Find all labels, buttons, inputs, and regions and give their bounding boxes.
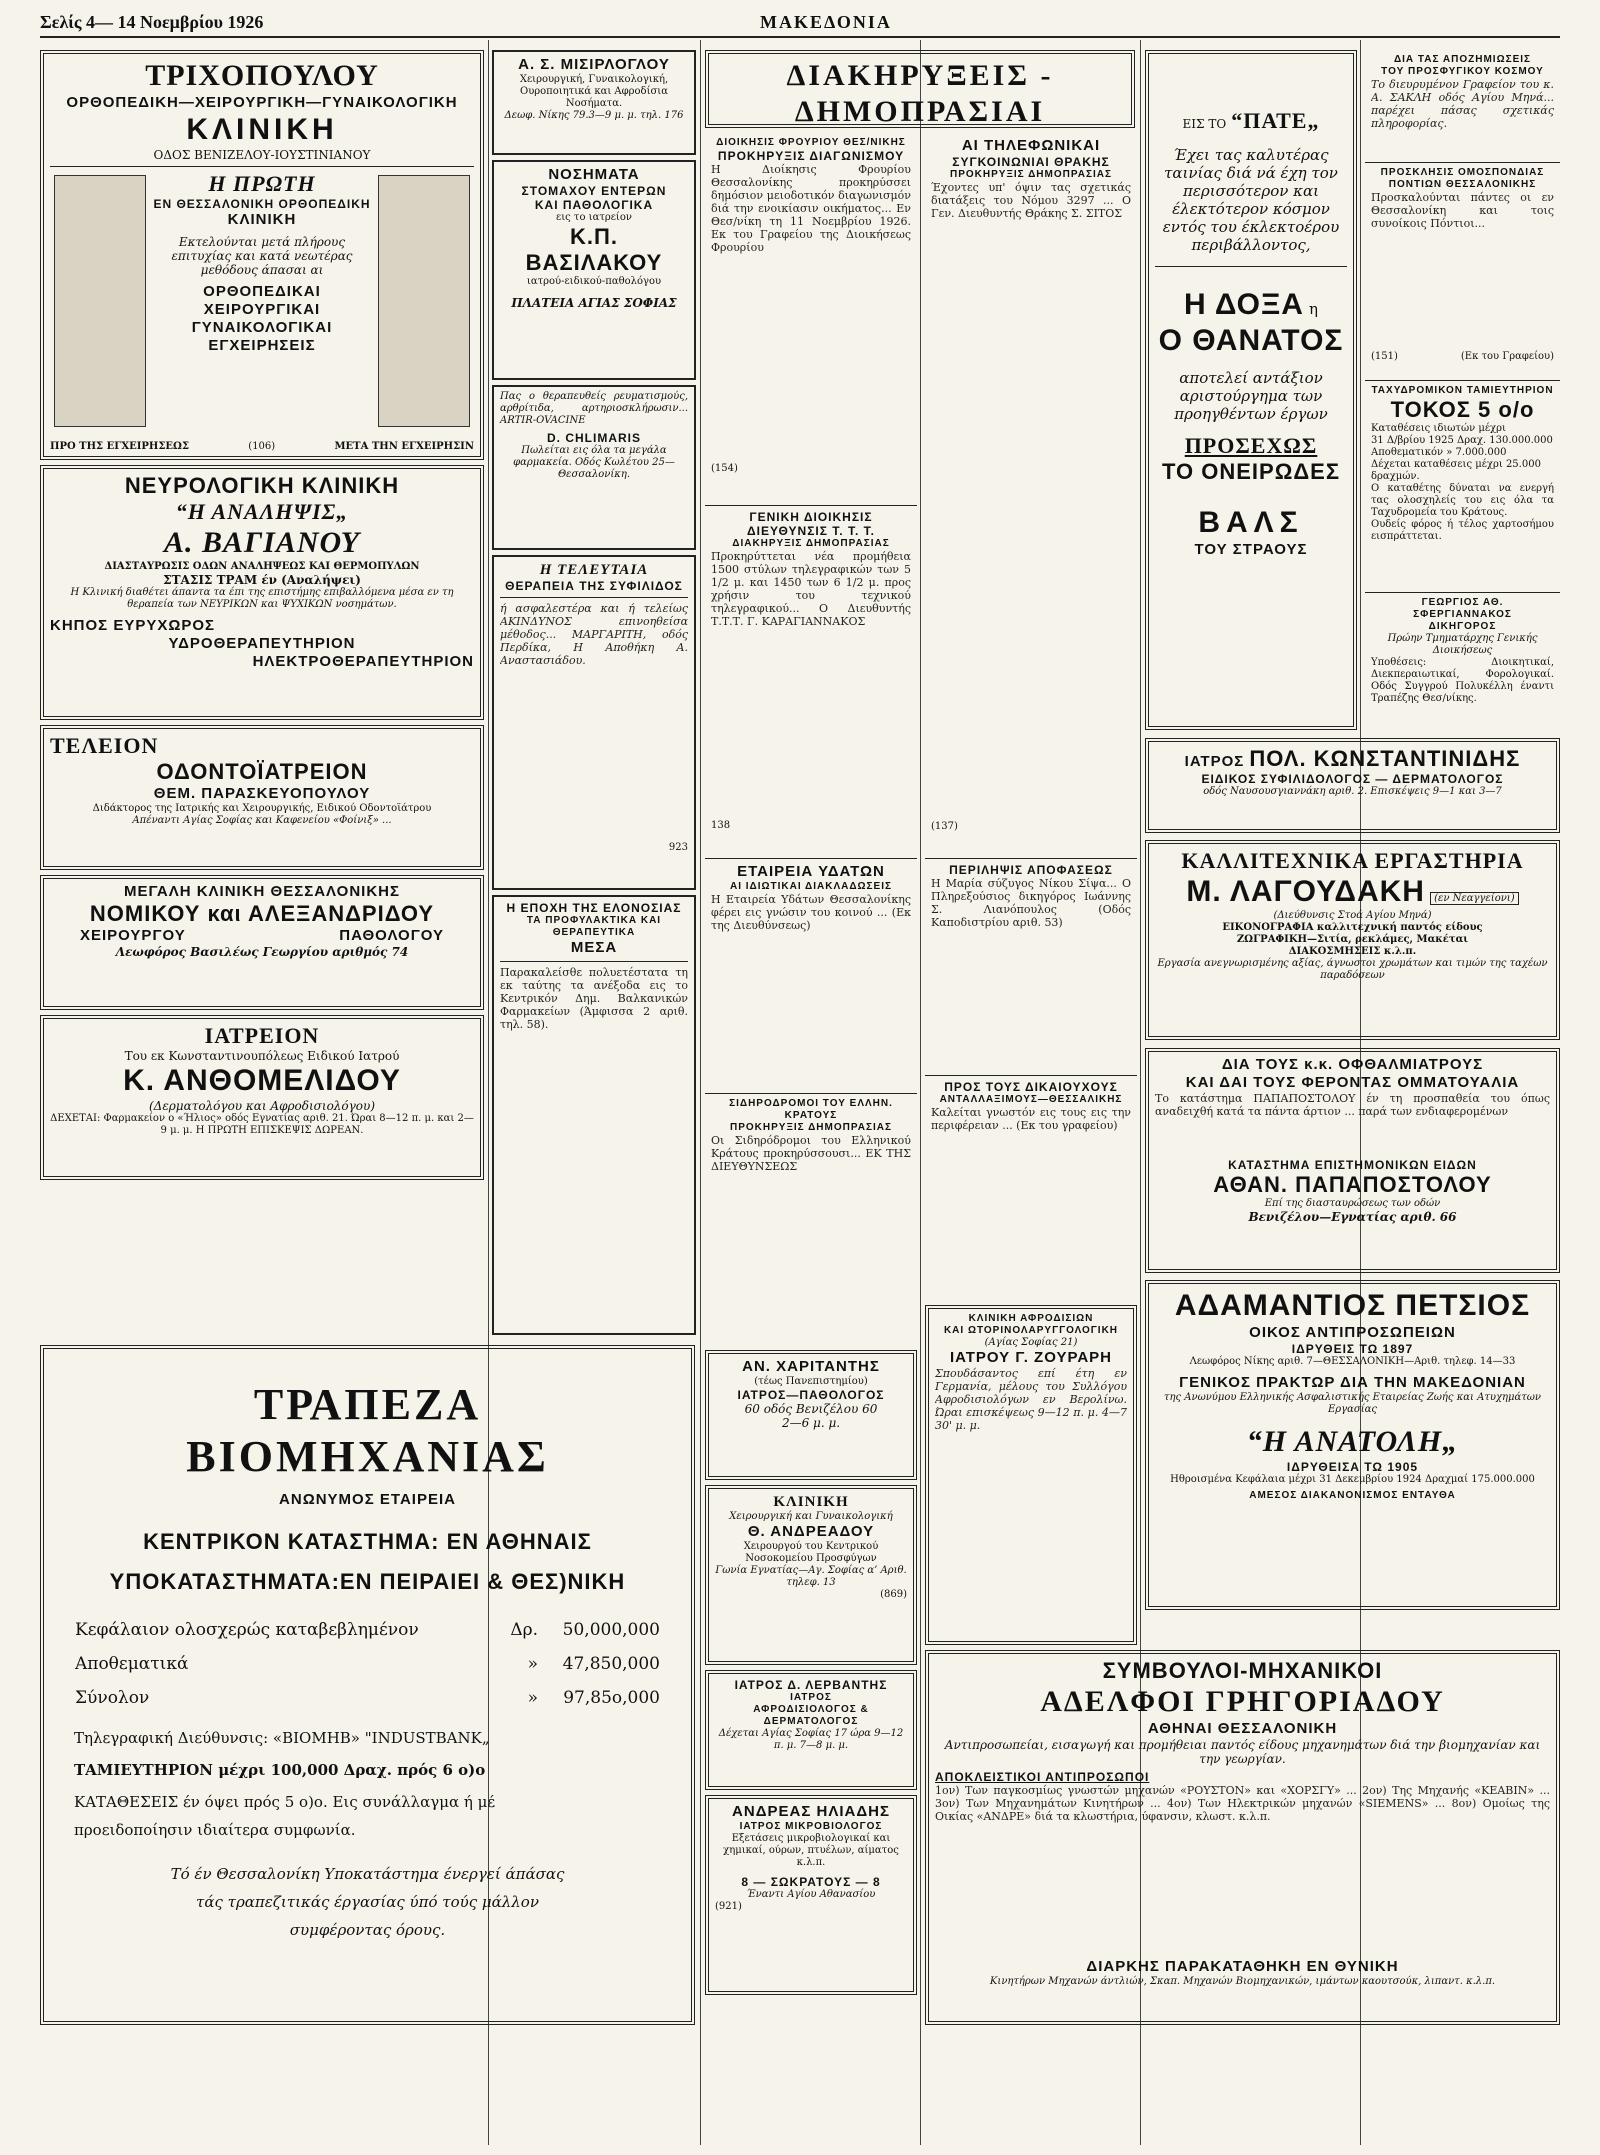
decision-summary-notice — [925, 858, 1137, 1073]
andreadou-clinic-ad — [705, 1485, 917, 1665]
notice-title: ΔΙΟΙΚΗΣΙΣ ΦΡΟΥΡΙΟΥ ΘΕΣ/ΝΙΚΗΣ — [716, 137, 906, 148]
doctor-name: Κ.Π. ΒΑΣΙΛΑΚΟΥ — [525, 224, 663, 275]
general-agent: ΓΕΝΙΚΟΣ ΠΡΑΚΤΩΡ ΔΙΑ ΤΗΝ ΜΑΚΕΔΟΝΙΑΝ — [1179, 1374, 1526, 1391]
specialty-right: ΠΑΘΟΛΟΓΟΥ — [339, 927, 444, 944]
agent-name: ΑΔΑΜΑΝΤΙΟΣ ΠΕΤΣΙΟΣ — [1174, 1289, 1531, 1322]
notice-body: Προκηρύττεται νέα προμήθεια 1500 στύλων τηλεγραφικών των 5 1/2 μ. και 1450 των 6 1/2 μ. προς χρήσιν του τεχνικού τηλεγραφικού... Ο Διευθυντής Τ.Τ.Τ. Γ. ΚΑΡΑΓΙΑΝΝΑΚΟΣ — [711, 550, 911, 628]
ad-body: Παρακαλείσθε πολυετέστατα τη εκ ταύτης τα ανέξοδα εις το Κεντρικόν Δημ. Βαλκανικών Φαρμακείων (Άμφισσα 2 αριθ. τηλ. 58). — [500, 966, 688, 1031]
specialty-left: ΧΕΙΡΟΥΡΓΟΥ — [80, 927, 186, 944]
ad-address: Απέναντι Αγίας Σοφίας και Καφενείου «Φοίνιξ» ... — [132, 815, 392, 826]
telegraph-tender-notice — [705, 505, 917, 855]
service-item: ΖΩΓΡΑΦΙΚΗ—Σιτία, ρεκλάμες, Μακέται — [1236, 934, 1469, 945]
ad-top: ΜΕΓΑΛΗ ΚΛΙΝΙΚΗ ΘΕΣΣΑΛΟΝΙΚΗΣ — [123, 883, 400, 900]
column-rule — [700, 40, 701, 2145]
notice-subtitle: ΑΙ ΙΔΙΩΤΙΚΑΙ ΔΙΑΚΛΑΔΩΣΕΙΣ — [729, 881, 892, 892]
ad-body: Υποθέσεις: Διοικητικαί, Διεκπεραιωτικαί, Φορολογικαί. Οδός Συγγρού Πολυκέλλη έναντι Τραπέζης Θεσ/νίκης. — [1371, 657, 1554, 704]
notice-body: Οι Σιδηρόδρομοι του Ελληνικού Κράτους προκηρύσσουσι... EK ΤΗΣ ΔΙΕΥΘΥΝΣΕΩΣ — [711, 1134, 911, 1173]
ad-address: ΟΔΟΣ ΒΕΝΙΖΕΛΟΥ-ΙΟΥΣΤΙΝΙΑΝΟΥ — [153, 148, 371, 162]
ad-line: Καταθέσεις ιδιωτών μέχρι — [1371, 423, 1506, 434]
ad-body: Σπουδάσαντος επί έτη εν Γερμανία, μέλους του Συλλόγου Αφροδισιολόγων εν Βερολίνω. Ώραι επισκέψεως 9—12 π. μ. 4—7 30' μ. μ. — [935, 1367, 1127, 1432]
exchangeables-notice — [925, 1075, 1137, 1295]
film-title-1: Η ΔΟΞΑ — [1183, 288, 1304, 321]
film-title-2: Ο ΘΑΝΑΤΟΣ — [1158, 324, 1344, 357]
papapostolou-optician-ad — [1145, 1048, 1560, 1273]
first-label: Η ΠΡΩΤΗ — [208, 171, 316, 196]
ad-subtitle: ΤΑ ΠΡΟΦΥΛΑΚΤΙΚΑ ΚΑΙ ΘΕΡΑΠΕΥΤΙΚΑ — [526, 915, 662, 938]
service-item: ΕΙΚΟΝΟΓΡΑΦΙΑ καλλιτεχνική παντός είδους — [1222, 922, 1483, 933]
ad-body: Χειρουργού του Κεντρικού Νοσοκομείου Προσφύγων — [743, 1541, 879, 1564]
capital-cur: » — [527, 1654, 538, 1674]
notice-title: ΠΕΡΙΛΗΨΙΣ ΑΠΟΦΑΣΕΩΣ — [949, 863, 1113, 877]
cinema-name: “ΠΑΤΕ„ — [1231, 108, 1320, 133]
ad-title: ΝΕΥΡΟΛΟΓΙΚΗ ΚΛΙΝΙΚΗ — [124, 473, 400, 498]
notice-subtitle: ΠΡΟΚΗΡΥΞΙΣ ΔΗΜΟΠΡΑΣΙΑΣ — [950, 169, 1112, 180]
header-masthead: ΜΑΚΕΔΟΝΙΑ — [760, 12, 892, 32]
doctor-specialty: ΙΑΤΡΟΣ—ΠΑΘΟΛΟΓΟΣ — [737, 1388, 885, 1402]
notice-subtitle: ΔΙΕΥΘΥΝΣΙΣ Τ. Τ. Τ. — [747, 524, 875, 538]
savings-rate: ΤΑΜΙΕΥΤΗΡΙΟΝ μέχρι 100,000 Δραχ. πρός 6 ο)ο — [74, 1761, 486, 1779]
capital-val: 97,85ο,000 — [563, 1688, 660, 1708]
after-caption: ΜΕΤΑ ΤΗΝ ΕΓΧΕΙΡΗΣΙΝ — [334, 441, 474, 452]
capital-val: 47,850,000 — [562, 1654, 660, 1674]
lawyer-name: ΓΕΩΡΓΙΟΣ ΑΘ. ΣΦΕΡΓΙΑΝΝΑΚΟΣ — [1413, 597, 1512, 620]
list-item: ΕΓΧΕΙΡΗΣΕΙΣ — [208, 337, 316, 354]
doctor-name: ΑΝ. ΧΑΡΙΤΑΝΤΗΣ — [742, 1358, 880, 1375]
notice-number: (154) — [711, 463, 738, 474]
ad-address: Λεωφόρος Νίκης αριθ. 7—ΘΕΣΣΑΛΟΝΙΚΗ—Αριθ. τηλεφ. 14—33 — [1189, 1356, 1516, 1367]
grigoriadou-engineers-ad — [925, 1650, 1560, 2025]
lawyer-ad — [1365, 592, 1560, 732]
insurer-established: ΙΔΡΥΘΕΙΣΑ ΤΩ 1905 — [1286, 1460, 1419, 1474]
ad-subtitle: ΚΑΙ ΠΑΘΟΛΟΓΙΚΑ — [534, 198, 654, 212]
capital-cur: Δρ. — [510, 1620, 538, 1640]
doctor-name: Α. Σ. ΜΙΣΙΡΛΟΓΛΟΥ — [518, 56, 670, 73]
ad-body: ή ασφαλεστέρα και ή τελείως ΑΚΙΝΔΥΝΟΣ επινοηθείσα μέθοδος... ΜΑΡΓΑΡΙΤΗ, οδός Περδίκα, Η Αποθήκη Α. Αναστασιάδου. — [500, 602, 688, 667]
notice-number: (137) — [931, 821, 958, 832]
notice-subtitle: ΠΟΝΤΙΩΝ ΘΕΣΣΑΛΟΝΙΚΗΣ — [1388, 179, 1537, 190]
ad-line: Δέχεται καταθέσεις μέχρι 25.000 δραχμών. — [1371, 459, 1541, 482]
insurer-capital: Ηθροισμένα Κεφάλαια μέχρι 31 Δεκεμβρίου 1924 Δραχμαί 175.000.000 — [1170, 1474, 1535, 1485]
hours: ΔΕΧΕΤΑΙ: Φαρμακείον ο «Ήλιος» οδός Εγνατίας αριθ. 21. Ώραι 8—12 π. μ. και 2—9 μ. μ. Η ΠΡΩΤΗ ΕΠΙΣΚΕΨΙΣ ΔΩΡΕΑΝ. — [50, 1113, 474, 1136]
refugee-compensation-notice — [1365, 50, 1560, 160]
petsios-agency-ad — [1145, 1280, 1560, 1610]
ad-address: Έναντι Αγίου Αθανασίου — [746, 1889, 876, 1900]
anthomelidou-clinic-ad — [40, 1015, 484, 1180]
dentist-name: ΘΕΜ. ΠΑΡΑΣΚΕΥΟΠΟΥΛΟΥ — [153, 785, 371, 802]
thrace-telephone-tender — [925, 133, 1137, 853]
ad-line: Αποθεματικόν » 7.000.000 — [1371, 447, 1507, 458]
fortress-tender-notice — [705, 133, 917, 503]
ad-body: 1ον) Των παγκοσμίως γνωστών μηχανών «ΡΟΥΣΤΟΝ» και «ΧΟΡΣΓΥ» ... 2ον) Της Μηχανής «ΚΕΑΒΙΝ» ... 3ον) Των Μηχανημάτων Κινητήρων ... 4ον) Των Ηλεκτρικών μηχανών «SIEMENS» ... 8ον) Ομοίως της Οικίας «ΑΝΔΡΕ» διά τα κλωστήρια, ύφανσιν, κλωστ. κ.λ.π. — [935, 1784, 1550, 1823]
notice-subtitle: ΔΙΑΚΗΡΥΞΙΣ ΔΗΜΟΠΡΑΣΙΑΣ — [732, 538, 890, 549]
ad-title: ΣΥΜΒΟΥΛΟΙ-ΜΗΧΑΝΙΚΟΙ — [1102, 1658, 1383, 1683]
ad-subtitle: ΚΑΙ ΔΑΙ ΤΟΥΣ ΦΕΡΟΝΤΑΣ ΟΜΜΑΤΟΥΑΛΙΑ — [1185, 1074, 1520, 1091]
doctor-specialty: ΑΦΡΟΔΙΣΙΟΛΟΓΟΣ & ΔΕΡΜΑΤΟΛΟΓΟΣ — [753, 1704, 869, 1727]
cinema-lead: ΕΙΣ ΤΟ — [1182, 117, 1227, 131]
notice-source: (Εκ του Γραφείου) — [1460, 351, 1554, 362]
ad-intro: Αντιπροσωπείαι, εισαγωγή και προμήθειαι παντός είδους μηχανημάτων διά την βιομηχανίαν και την γεωργίαν. — [944, 1738, 1541, 1766]
ad-title: ΝΟΣΗΜΑΤΑ — [548, 166, 640, 183]
interest-rate: ΤΟΚΟΣ 5 ο/ο — [1390, 397, 1535, 422]
ad-top: ΚΛΙΝΙΚΗ ΑΦΡΟΔΙΣΙΩΝ — [968, 1313, 1094, 1324]
telegraph-address: Τηλεγραφική Διεύθυνσις: «ΒΙΟΜΗΒ» "INDUSTBANK„ — [74, 1729, 490, 1747]
ad-line: 31 Δ/βρίου 1925 Δραχ. 130.000.000 — [1371, 435, 1553, 446]
lervantis-ad — [705, 1670, 917, 1790]
feature-item: ΥΔΡΟΘΕΡΑΠΕΥΤΗΡΙΟΝ — [168, 635, 356, 652]
notice-number: 138 — [711, 820, 731, 831]
water-company-notice — [705, 858, 917, 1090]
doctor-name: ΑΝΔΡΕΑΣ ΗΛΙΑΔΗΣ — [732, 1803, 890, 1820]
doctor-specialty: ΕΙΔΙΚΟΣ ΣΥΦΙΛΙΔΟΛΟΓΟΣ — ΔΕΡΜΑΤΟΛΟΓΟΣ — [1201, 772, 1504, 786]
doctor-specialty: ΙΑΤΡΟΣ ΜΙΚΡΟΒΙΟΛΟΓΟΣ — [739, 1821, 883, 1832]
neurology-clinic-ad — [40, 465, 484, 720]
branch-note: συμφέροντας όρους. — [289, 1921, 446, 1939]
ad-body: Πας ο θεραπευθείς ρευματισμούς, αρθρίτιδα, αρτηριοσκλήρωσιν... ARTIR-OVACINE — [500, 391, 688, 426]
ad-body: Εξετάσεις μικροβιολογικαί και χημικαί, ούρων, πτυέλων, αίματος κ.λ.π. — [723, 1833, 899, 1868]
ad-subtitle: ΜΕΣΑ — [570, 939, 618, 956]
bank-branches: ΥΠΟΚΑΤΑΣΤΗΜΑΤΑ:ΕΝ ΠΕΙΡΑΙΕΙ & ΘΕΣ)ΝΙΚΗ — [109, 1569, 626, 1594]
doctor-name: Α. ΒΑΓΙΑΝΟΥ — [164, 526, 360, 559]
capital-row — [74, 1647, 661, 1681]
ad-text: εις το ιατρείον — [556, 212, 632, 223]
ad-address: 8 — ΣΩΚΡΑΤΟΥΣ — 8 — [741, 1875, 881, 1889]
notice-body: Το διευρυμένον Γραφείον του κ. Α. ΣΑΚΛΗ οδός Αγίου Μηνά... παρέχει πάσας σχετικάς πληροφορίας. — [1371, 78, 1554, 130]
notice-body: Η Διοίκησις Φρουρίου Θεσσαλονίκης προκηρύσσει δημόσιον μειοδοτικόν διαγωνισμόν διά την ενοικίασιν οικήματος... Εν Θεσ/νίκη τη 11 Νοεμβρίου 1926. Εκ του Γραφείου της Διοικήσεως Φρουρίου — [711, 163, 911, 254]
deposit-terms: ΚΑΤΑΘΕΣΕΙΣ έν όψει πρός 5 ο)ο. Εις συνάλλαγμα ή μέ — [74, 1793, 496, 1811]
branch-note: Τό έν Θεσσαλονίκη Υποκατάστημα ένεργεί άπάσας — [170, 1865, 565, 1883]
railway-auction-notice — [705, 1093, 917, 1340]
ad-subtitle: (Διεύθυνσις Στοά Αγίου Μηνά) — [1273, 910, 1432, 921]
bank-hq: ΚΕΝΤΡΙΚΟΝ ΚΑΤΑΣΤΗΜΑ: ΕΝ ΑΘΗΝΑΙΣ — [143, 1529, 592, 1554]
owner-name: Μ. ΛΑΓΟΥΔΑΚΗ — [1186, 875, 1425, 908]
doctor-label: ΙΑΤΡΟΣ — [1184, 753, 1245, 770]
header-date: Σελίς 4— 14 Νοεμβρίου 1926 — [40, 12, 264, 32]
announcements-banner — [705, 50, 1135, 128]
ad-address: Επί της διασταυρώσεως των οδών — [1264, 1198, 1441, 1209]
bank-type: ΑΝΩΝΥΜΟΣ ΕΤΑΙΡΕΙΑ — [279, 1491, 456, 1508]
artir-ovacine-ad — [492, 385, 696, 550]
ad-subtitle: (Αγίας Σοφίας 21) — [984, 1337, 1078, 1348]
ad-address: Δεωφ. Νίκης 79.3—9 μ. μ. τηλ. 176 — [504, 110, 684, 121]
ad-title: Η ΕΠΟΧΗ ΤΗΣ ΕΛΟΝΟΣΙΑΣ — [506, 901, 682, 915]
doctor-name: Κ. ΑΝΘΟΜΕΛΙΔΟΥ — [123, 1064, 401, 1097]
notice-body: Η Μαρία σύζυγος Νίκου Σίψα... Ο Πληρεξούσιος δικηγόρος Ιωάννης Σ. Λιανόπουλος (Οδός Καποδιστρίου αριθ. 53) — [931, 877, 1131, 929]
firm-name: ΑΔΕΛΦΟΙ ΓΡΗΓΟΡΙΑΔΟΥ — [1040, 1685, 1445, 1718]
doctor-specialty: ιατρού-ειδικού-παθολόγου — [526, 276, 662, 287]
iliadis-ad — [705, 1795, 917, 1995]
notice-body: Προσκαλούνται πάντες οι εν Θεσσαλονίκη και τοις συνοίκοις Πόντιοι... — [1371, 191, 1554, 230]
vasilakou-ad — [492, 160, 696, 380]
notice-title: ΓΕΝΙΚΗ ΔΙΟΙΚΗΣΙΣ — [749, 510, 873, 524]
ad-number: (869) — [880, 1589, 907, 1600]
ad-top: ΤΕΛΕΙΟΝ — [50, 733, 159, 758]
ad-body: Έχει τας καλυτέρας ταινίας διά νά έχη τον περισσότερον και έλεκτότερον κόσμον εντός του έκλεκτοέρου περιβάλλοντος, — [1162, 146, 1340, 254]
doctor-name: ΠΟΛ. ΚΩΝΣΤΑΝΤΙΝΙΔΗΣ — [1249, 746, 1521, 771]
ad-subtitle: (τέως Πανεπιστημίου) — [754, 1376, 868, 1387]
ad-number: (106) — [248, 441, 276, 452]
ad-top: ΚΛΙΝΙΚΗ — [773, 1494, 849, 1510]
ad-clinic-name: ΚΛΙΝΙΚΗ — [186, 113, 338, 146]
syphilis-treatment-ad — [492, 555, 696, 890]
ad-footer-2: Κινητήρων Μηχανών άντλιών, Σκαπ. Μηχανών Βιομηχανικών, ιμάντων καουτσούκ, λιπαντ. κ.λ.π. — [989, 1976, 1496, 1987]
ad-address: 60 οδός Βενιζέλου 60 — [744, 1402, 878, 1416]
ad-subtitle: Χειρουργική και Γυναικολογική — [729, 1511, 893, 1522]
before-surgery-photo — [54, 175, 146, 427]
shop-label: ΚΑΤΑΣΤΗΜΑ ΕΠΙΣΤΗΜΟΝΙΚΩΝ ΕΙΔΩΝ — [1228, 1158, 1477, 1172]
doctor-name: ΙΑΤΡΟΣ Δ. ΛΕΡΒΑΝΤΗΣ — [734, 1678, 888, 1692]
zourari-clinic-ad — [925, 1305, 1137, 1645]
capital-label: Αποθεματικά — [75, 1654, 189, 1674]
ad-subtitle: ΔΙΑΣΤΑΥΡΩΣΙΣ ΟΔΩΝ ΑΝΑΛΗΨΕΩΣ ΚΑΙ ΘΕΡΜΟΠΥΛΩΝ — [104, 561, 420, 572]
shop-owner: ΑΘΑΝ. ΠΑΠΑΠΟΣΤΟΛΟΥ — [1213, 1172, 1492, 1197]
capital-row — [74, 1681, 661, 1715]
film-desc: αποτελεί αντάξιον αριστούργημα των προηγθέντων έργων — [1174, 369, 1328, 423]
doctor-name: Θ. ΑΝΔΡΕΑΔΟΥ — [747, 1523, 875, 1540]
notice-subtitle: ΣΥΓΚΟΙΝΩΝΙΑΙ ΘΡΑΚΗΣ — [952, 155, 1110, 169]
ad-subtitle: Πρώην Τμηματάρχης Γενικής Διοικήσεως — [1387, 633, 1538, 656]
notice-title: ΠΡΟΣΚΛΗΣΙΣ ΟΜΟΣΠΟΝΔΙΑΣ — [1380, 167, 1545, 178]
upcoming-film: ΤΟ ΟΝΕΙΡΩΔΕΣ — [1161, 459, 1341, 484]
list-item: ΟΡΘΟΠΕΔΙΚΑΙ — [203, 283, 321, 300]
ad-subtitle: ΟΡΘΟΠΕΔΙΚΗ—ΧΕΙΡΟΥΡΓΙΚΗ—ΓΥΝΑΙΚΟΛΟΓΙΚΗ — [66, 94, 458, 111]
ad-address: οδός Ναυσουσγιαννάκη αριθ. 2. Επισκέψεις 9—1 και 3—7 — [1203, 786, 1502, 797]
hours: 2—6 μ. μ. — [781, 1416, 841, 1430]
first-label-2: ΕΝ ΘΕΣΣΑΛΟΝΙΚΗ ΟΡΘΟΠΕΔΙΚΗ — [153, 197, 371, 211]
exclusive-reps-label: ΑΠΟΚΛΕΙΣΤΙΚΟΙ ΑΝΤΙΠΡΟΣΩΠΟΙ — [935, 1770, 1150, 1784]
lawyer-profession: ΔΙΚΗΓΟΡΟΣ — [1428, 621, 1497, 632]
doctor-specialty: (Δερματολόγου και Αφροδισιολόγου) — [148, 1099, 376, 1113]
bank-name: ΤΡΑΠΕΖΑ ΒΙΟΜΗΧΑΝΙΑΣ — [186, 1380, 549, 1481]
notice-title: ΕΤΑΙΡΕΙΑ ΥΔΑΤΩΝ — [737, 863, 885, 880]
ad-subtitle: ΘΕΡΑΠΕΙΑ ΤΗΣ ΣΥΦΙΛΙΔΟΣ — [505, 579, 683, 593]
service-note: Εργασία ανεγνωρισμένης αξίας, άγνωστοι χρωμάτων και τιμών της ταχέων παραδόσεων — [1157, 958, 1548, 981]
clinic-quote-name: “Η ΑΝΑΛΗΨΙΣ„ — [175, 499, 349, 524]
ad-title: Η ΤΕΛΕΥΤΑΙΑ — [539, 562, 649, 578]
before-caption: ΠΡΟ ΤΗΣ ΕΓΧΕΙΡΗΣΕΩΣ — [50, 441, 190, 452]
notice-subtitle: ΑΝΤΑΛΛΑΞΙΜΟΥΣ—ΘΕΣΣΑΛΙΚΗΣ — [939, 1094, 1123, 1105]
list-item: ΓΥΝΑΙΚΟΛΟΓΙΚΑΙ — [191, 319, 333, 336]
branch-note: τάς τραπεζιτικάς έργασίας ύπό τούς μάλλον — [196, 1893, 539, 1911]
ad-footer: ΔΙΑΡΚΗΣ ΠΑΡΑΚΑΤΑΘΗΚΗ ΕΝ ΘΥΝΙΚΗ — [1086, 1958, 1399, 1975]
capital-label: Κεφάλαιον ολοσχερώς καταβεβλημένον — [75, 1620, 419, 1640]
deposit-terms-2: προειδοποίησιν ιδιαίτερα συμφωνία. — [74, 1821, 356, 1839]
insurer-desc: της Ανωνύμου Ελληνικής Ασφαλιστικής Εταιρείας Ζωής και Ατυχημάτων Εργασίας — [1163, 1392, 1542, 1415]
doctor-specialty: ΙΑΤΡΟΣ — [790, 1692, 832, 1703]
ad-top: ΙΑΤΡΕΙΟΝ — [204, 1023, 320, 1048]
notice-title: ΠΡΟΣ ΤΟΥΣ ΔΙΚΑΙΟΥΧΟΥΣ — [944, 1080, 1118, 1094]
ad-subtitle: Διδάκτορος της Ιατρικής και Χειρουργικής, Ειδικού Οδοντοϊάτρου — [92, 803, 432, 814]
capital-label: Σύνολον — [75, 1688, 150, 1708]
ad-body: Η Κλινική διαθέτει άπαντα τα έπι της επιστήμης επιβαλλόμενα μέσα εν τη θεραπεία των ΝΕΥΡΙΚΩΝ και ΨΥΧΙΚΩΝ νοσημάτων. — [70, 587, 454, 610]
konstantinidis-ad — [1145, 738, 1560, 833]
industrial-bank-ad — [40, 1345, 695, 2025]
ad-subtitle: Του εκ Κωνσταντινουπόλεως Ειδικού Ιατρού — [124, 1049, 400, 1063]
trichopoulou-clinic-ad — [40, 50, 484, 460]
ad-body: Εκτελούνται μετά πλήρους επιτυχίας και κατά νεωτέρας μεθόδους άπασαι αι — [171, 235, 353, 277]
ad-number: (921) — [715, 1901, 742, 1912]
nomikou-clinic-ad — [40, 875, 484, 1010]
notice-title: ΔΙΑ ΤΑΣ ΑΠΟΖΗΜΙΩΣΕΙΣ — [1393, 54, 1532, 65]
insurer-name: “Η ΑΝΑΤΟΛΗ„ — [1246, 1425, 1459, 1458]
ad-address: Βενιζέλου—Εγνατίας αριθ. 66 — [1248, 1210, 1457, 1224]
agency-type: ΟΙΚΟΣ ΑΝΤΙΠΡΟΣΩΠΕΙΩΝ — [1249, 1324, 1456, 1341]
lagoudaki-workshop-ad — [1145, 840, 1560, 1040]
pontic-federation-notice — [1365, 162, 1560, 377]
after-surgery-photo — [378, 175, 470, 427]
owner-tag: (εν Νεαγγείονι) — [1430, 892, 1519, 905]
firm-cities: ΑΘΗΝΑΙ ΘΕΣΣΑΛΟΝΙΚΗ — [1147, 1720, 1338, 1737]
first-label-3: ΚΛΙΝΙΚΗ — [227, 211, 297, 228]
capital-row — [74, 1613, 661, 1647]
ad-address: Πωλείται εις όλα τα μεγάλα φαρμακεία. Οδός Κωλέτου 25—Θεσσαλονίκη. — [513, 445, 675, 480]
dental-clinic-ad — [40, 725, 484, 870]
misirlogou-ad — [492, 50, 696, 155]
film-title-conj: η — [1309, 300, 1319, 318]
doctor-name: ΙΑΤΡΟΥ Γ. ΖΟΥΡΑΡΗ — [949, 1349, 1113, 1366]
malaria-remedies-ad — [492, 895, 696, 1335]
ad-address: ΠΛΑΤΕΙΑ ΑΓΙΑΣ ΣΟΦΙΑΣ — [511, 296, 677, 310]
notice-body: Η Εταιρεία Υδάτων Θεσσαλονίκης φέρει εις γνώσιν του κοινού ... (Εκ της Διευθύνσεως) — [711, 893, 911, 932]
ad-line: Ουδείς φόρος ή τέλος χαρτοσήμου εισπράττεται. — [1371, 519, 1554, 542]
settlement-note: ΑΜΕΣΟΣ ΔΙΑΚΑΝΟΝΙΣΜΟΣ ΕΝΤΑΥΘΑ — [1249, 1490, 1456, 1501]
capital-val: 50,000,000 — [562, 1620, 660, 1640]
section-title: ΔΙΑΚΗΡΥΞΕΙΣ - ΔΗΜΟΠΡΑΣΙΑΙ — [786, 59, 1054, 128]
ad-body: Χειρουργική, Γυναικολογική, Ουροποιητικά και Αφροδίσια Νοσήματα. — [519, 74, 669, 109]
ad-body: Το κατάστημα ΠΑΠΑΠΟΣΤΟΛΟΥ έν τη προσπαθεία του όπως αναδειχθή κατά τα πάντα άρτιον ... παρά των ενδιαφερομένων — [1155, 1092, 1550, 1118]
page-header — [40, 10, 1560, 38]
notice-subtitle: ΠΡΟΚΗΡΥΞΙΣ ΔΗΜΟΠΡΑΣΙΑΣ — [730, 1122, 892, 1133]
upcoming-film-title: ΒΑΛΣ — [1198, 506, 1304, 539]
charitantis-ad — [705, 1350, 917, 1480]
ad-address: Λεωφόρος Βασιλέως Γεωργίου αριθμός 74 — [115, 945, 409, 959]
ad-top: ΚΑΙ ΩΤΟΡΙΝΟΛΑΡΥΓΓΟΛΟΓΙΚΗ — [943, 1325, 1119, 1336]
notice-body: Καλείται γνωστόν εις τους εις την περιφέρειαν ... (Εκ του γραφείου) — [931, 1106, 1131, 1132]
ad-number: 923 — [668, 842, 688, 853]
established: ΙΔΡΥΘΕΙΣ ΤΩ 1897 — [1291, 1342, 1414, 1356]
capital-cur: » — [527, 1688, 538, 1708]
feature-item: ΚΗΠΟΣ ΕΥΡΥΧΩΡΟΣ — [50, 617, 216, 634]
postal-savings-ad — [1365, 380, 1560, 590]
ad-title: ΤΡΙΧΟΠΟΥΛΟΥ — [145, 59, 379, 92]
column-rule — [920, 40, 921, 2145]
tram-stop: ΣΤΑΣΙΣ ΤΡΑΜ έν (Αναλήψει) — [163, 573, 361, 587]
list-item: ΧΕΙΡΟΥΡΓΙΚΑΙ — [203, 301, 321, 318]
service-item: ΔΙΑΚΟΣΜΗΣΕΙΣ κ.λ.π. — [1288, 946, 1417, 957]
chemist-name: D. CHLIMARIS — [547, 431, 641, 445]
ad-subtitle: ΣΤΟΜΑΧΟΥ ΕΝΤΕΡΩΝ — [521, 184, 667, 198]
ad-address: Γωνία Εγνατίας—Αγ. Σοφίας α’ Αριθ. τηλεφ. 13 — [715, 1565, 907, 1588]
hours: Δέχεται Αγίας Σοφίας 17 ώρα 9—12 π. μ. 7—8 μ. μ. — [718, 1728, 904, 1751]
notice-subtitle: ΠΡΟΚΗΡΥΞΙΣ ΔΙΑΓΩΝΙΣΜΟΥ — [717, 149, 905, 163]
pate-cinema-ad — [1145, 50, 1357, 730]
notice-title: ΑΙ ΤΗΛΕΦΩΝΙΚΑΙ — [961, 137, 1101, 154]
capital-table — [74, 1613, 661, 1715]
ad-title: ΚΑΛΛΙΤΕΧΝΙΚΑ ΕΡΓΑΣΤΗΡΙΑ — [1181, 848, 1524, 873]
upcoming-film-sub: ΤΟΥ ΣΤΡΑΟΥΣ — [1194, 541, 1308, 558]
feature-item: ΗΛΕΚΤΡΟΘΕΡΑΠΕΥΤΗΡΙΟΝ — [252, 653, 474, 670]
notice-subtitle: ΤΟΥ ΠΡΟΣΦΥΓΙΚΟΥ ΚΟΣΜΟΥ — [1381, 66, 1544, 77]
ad-title: ΤΑΧΥΔΡΟΜΙΚΟΝ ΤΑΜΙΕΥΤΗΡΙΟΝ — [1371, 385, 1554, 396]
notice-number: (151) — [1371, 351, 1398, 362]
notice-title: ΣΙΔΗΡΟΔΡΟΜΟΙ ΤΟΥ ΕΛΛΗΝ. ΚΡΑΤΟΥΣ — [729, 1098, 893, 1121]
ad-title: ΟΔΟΝΤΟΪΑΤΡΕΙΟΝ — [156, 759, 368, 784]
ad-line: Ο καταθέτης δύναται να ενεργή τας ολοσχηλείς του εις όλα τα Ταχυδρομεία του Κράτους. — [1371, 483, 1554, 518]
notice-body: Έχοντες υπ' όψιν τας σχετικάς διατάξεις του Νόμου 3297 ... Ο Γεν. Διευθυντής Θράκης Σ. ΣΙΤΟΣ — [931, 181, 1131, 220]
ad-title: ΔΙΑ ΤΟΥΣ κ.κ. ΟΦΘΑΛΜΙΑΤΡΟΥΣ — [1221, 1056, 1484, 1073]
attention-label: ΠΡΟΣΕΧΩΣ — [1184, 433, 1318, 458]
ad-title: ΝΟΜΙΚΟΥ και ΑΛΕΞΑΝΔΡΙΔΟΥ — [89, 901, 435, 926]
